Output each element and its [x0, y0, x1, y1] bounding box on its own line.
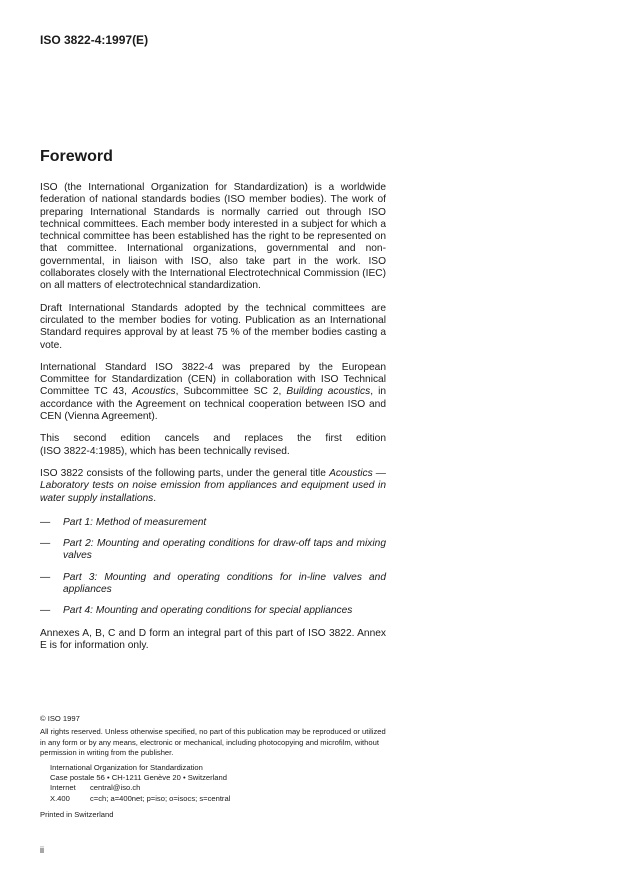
parts-list	[40, 517, 386, 618]
page-number: ii	[40, 845, 44, 855]
publisher-address	[50, 763, 386, 805]
x400-value: c=ch; a=400net; p=iso; o=isocs; s=central	[90, 793, 231, 803]
preparation-text-c: , Subcommittee SC 2,	[175, 386, 287, 398]
parts-general-title: Acoustics — Laboratory tests on noise emission from appliances and equipment used in water supply installations	[40, 467, 386, 504]
internet-row	[50, 783, 386, 793]
preparation-tc-name: Acoustics	[131, 386, 176, 398]
list-item	[40, 572, 386, 597]
paragraph-draft-standards: Draft International Standards adopted by the technical committees are circulated to the member bodies for voting. Publication as an International Standard requires approval by at least 75 % of the member bodies casting a vote.	[40, 302, 386, 351]
rights-statement: All rights reserved. Unless otherwise specified, no part of this publication may be reproduced or utilized in any form or by any means, electronic or mechanical, including photocopying and microfilm, without permission in writing from the publisher.	[40, 727, 386, 758]
list-dash: —	[40, 516, 51, 528]
x400-row	[50, 794, 386, 804]
list-dash: —	[40, 571, 51, 583]
x400-label: X.400	[50, 793, 70, 803]
edition-line-2: (ISO 3822-4:1985), which has been technically revised.	[40, 445, 290, 457]
preparation-sc-name: Building acoustics	[286, 386, 371, 398]
list-item	[40, 605, 386, 617]
paragraph-iso-intro: ISO (the International Organization for Standardization) is a worldwide federation of national standards bodies (ISO member bodies). The work of preparing International Standards is normally carried out through ISO technical committees. Each member body interested in a subject for which a technical committee has been established has the right to be represented on that committee. International organizations, governmental and non-governmental, in liaison with ISO, also take part in the work. ISO collaborates closely with the International Electrotechnical Commission (IEC) on all matters of electrotechnical standardization.	[40, 182, 386, 292]
foreword-body	[40, 182, 386, 662]
list-dash: —	[40, 538, 51, 550]
paragraph-annexes: Annexes A, B, C and D form an integral part of this part of ISO 3822. Annex E is for information only.	[40, 627, 386, 651]
paragraph-parts	[40, 468, 386, 505]
list-item-text: Part 2: Mounting and operating conditions for draw-off taps and mixing valves	[63, 538, 386, 562]
list-dash: —	[40, 605, 51, 617]
parts-text-c: .	[153, 492, 157, 504]
internet-label: Internet	[50, 783, 76, 793]
list-item	[40, 538, 386, 563]
preparation-text-e: , in accordance with the Agreement on technical cooperation between ISO and CEN (Vienna Agreement).	[40, 386, 387, 423]
section-title: Foreword	[40, 148, 113, 165]
publisher-postal: Case postale 56 • CH-1211 Genève 20 • Switzerland	[50, 773, 227, 783]
list-item-text: Part 4: Mounting and operating conditions for special appliances	[63, 605, 353, 617]
list-item-text: Part 1: Method of measurement	[63, 516, 207, 528]
list-item	[40, 517, 386, 529]
publisher-org: International Organization for Standardization	[50, 762, 203, 772]
printed-in: Printed in Switzerland	[40, 810, 114, 820]
preparation-text-a: International Standard ISO 3822-4 was prepared by the European Committee for Standardization (CEN) in collaboration with ISO Technical Committee TC 43,	[40, 361, 386, 398]
paragraph-edition	[40, 433, 386, 458]
parts-text-a: ISO 3822 consists of the following parts, under the general title	[40, 467, 330, 479]
paragraph-preparation	[40, 362, 386, 423]
copyright-line: © ISO 1997	[40, 714, 80, 723]
list-item-text: Part 3: Mounting and operating conditions for in-line valves and appliances	[63, 571, 386, 596]
document-id: ISO 3822-4:1997(E)	[40, 33, 149, 47]
copyright-block	[40, 714, 386, 821]
internet-value: central@iso.ch	[90, 783, 141, 793]
edition-line-1: This second edition cancels and replaces the first edition	[40, 433, 386, 445]
